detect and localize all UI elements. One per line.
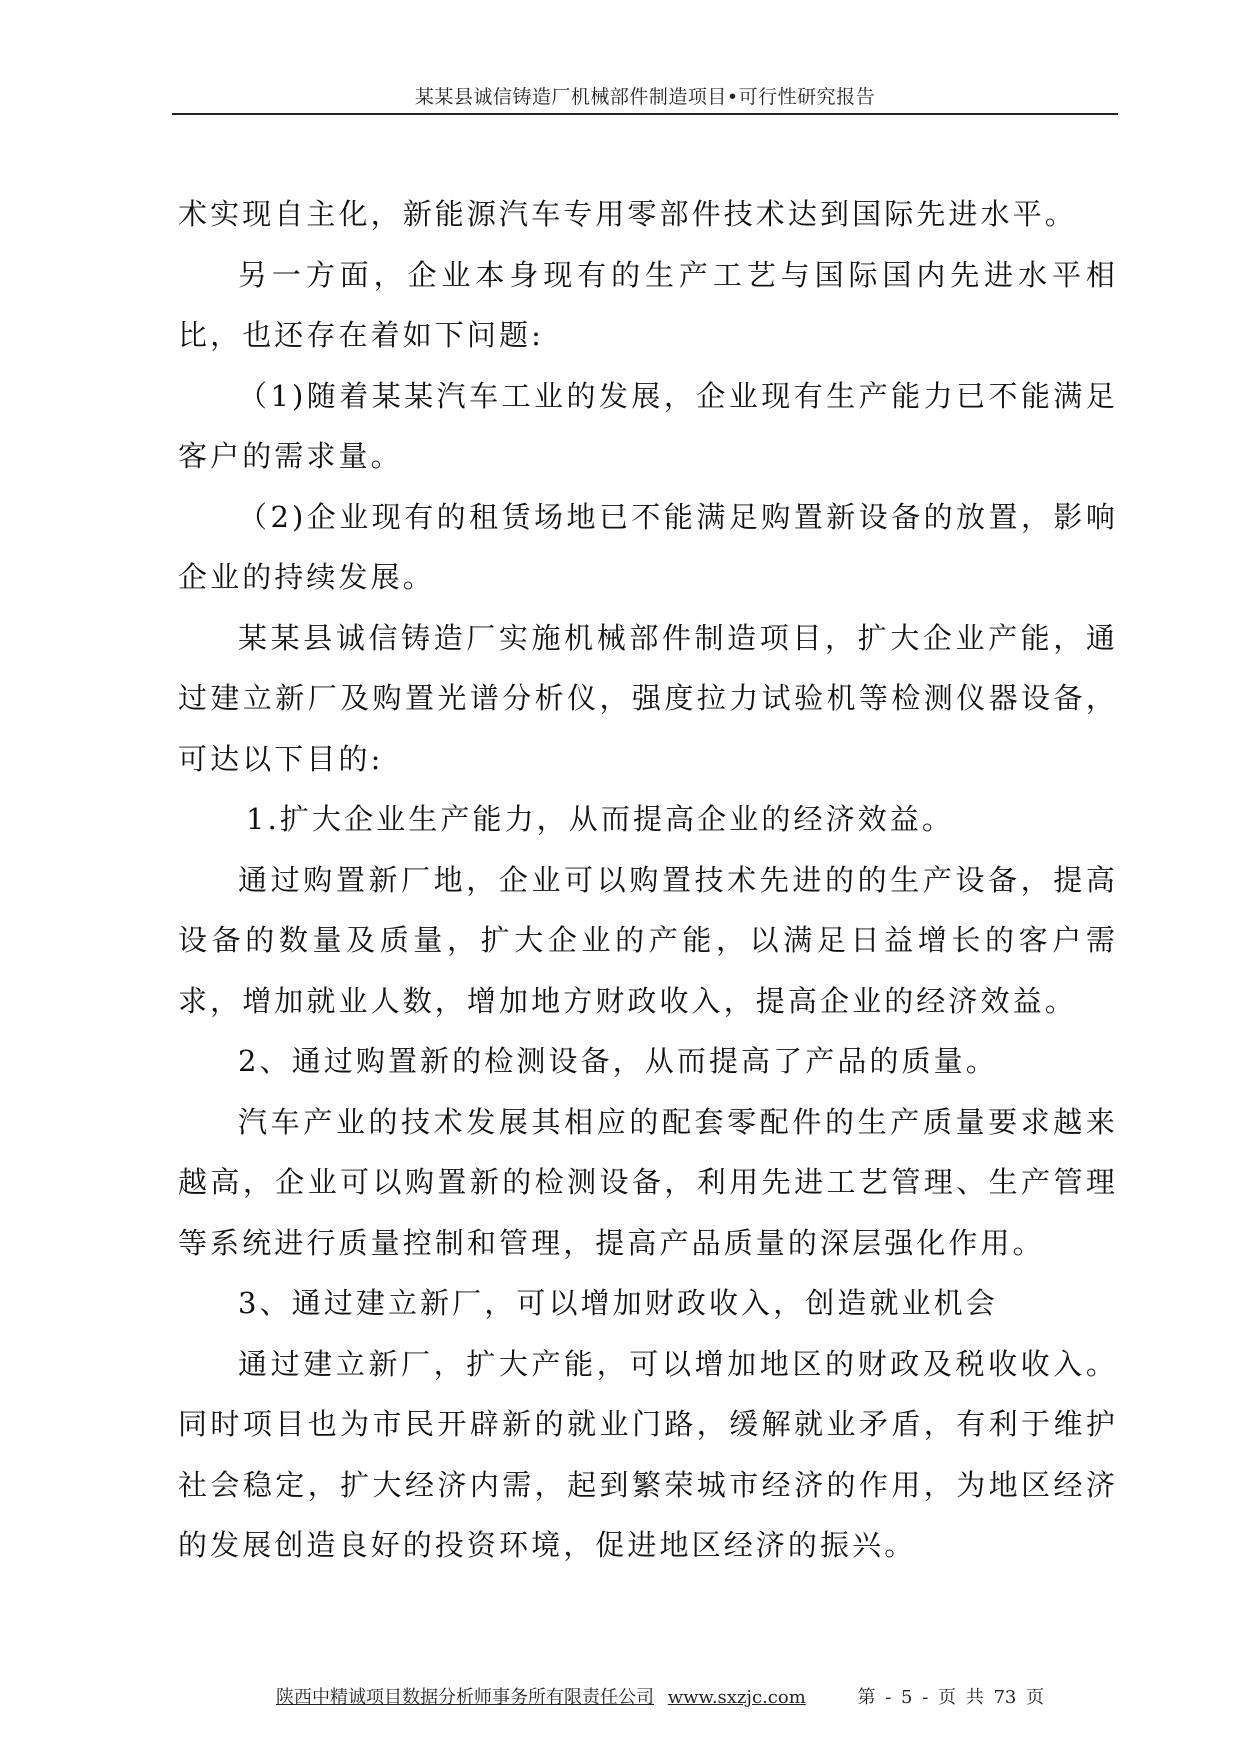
section-heading: 1.扩大企业生产能力，从而提高企业的经济效益。	[246, 802, 954, 836]
footer-website-link[interactable]: www.sxzjc.com	[667, 1687, 806, 1708]
list-item: （2)企业现有的租赁场地已不能满足购置新设备的放置，影响企业的持续发展。	[178, 499, 1118, 594]
paragraph: 某某县诚信铸造厂实施机械部件制造项目，扩大企业产能，通过建立新厂及购置光谱分析仪，强度拉力试验机等检测仪器设备，可达以下目的:	[178, 620, 1118, 776]
header-divider	[172, 113, 1118, 115]
footer-company: 陕西中精诚项目数据分析师事务所有限责任公司	[276, 1687, 654, 1708]
paragraph: 术实现自主化，新能源汽车专用零部件技术达到国际先进水平。	[178, 197, 1077, 231]
document-body	[178, 184, 1118, 1576]
page-number: 第 - 5 - 页 共 73 页	[857, 1687, 1045, 1708]
paragraph: 汽车产业的技术发展其相应的配套零配件的生产质量要求越来越高，企业可以购置新的检测设备，利用先进工艺管理、生产管理等系统进行质量控制和管理，提高产品质量的深层强化作用。	[178, 1104, 1118, 1260]
list-item: （1)随着某某汽车工业的发展，企业现有生产能力已不能满足客户的需求量。	[178, 378, 1118, 473]
page-footer	[276, 1683, 1045, 1709]
section-heading: 2、通过购置新的检测设备，从而提高了产品的质量。	[238, 1044, 998, 1078]
page-header-title: 某某县诚信铸造厂机械部件制造项目•可行性研究报告	[414, 86, 876, 108]
paragraph: 通过建立新厂，扩大产能，可以增加地区的财政及税收收入。同时项目也为市民开辟新的就业门路，缓解就业矛盾，有利于维护社会稳定，扩大经济内需，起到繁荣城市经济的作用，为地区经济的发展创造良好的投资环境，促进地区经济的振兴。	[178, 1346, 1118, 1562]
paragraph: 通过购置新厂地，企业可以购置技术先进的的生产设备，提高设备的数量及质量，扩大企业的产能，以满足日益增长的客户需求，增加就业人数，增加地方财政收入，提高企业的经济效益。	[178, 862, 1118, 1018]
paragraph: 另一方面，企业本身现有的生产工艺与国际国内先进水平相比，也还存在着如下问题:	[178, 257, 1118, 352]
section-heading: 3、通过建立新厂，可以增加财政收入，创造就业机会	[238, 1286, 998, 1320]
